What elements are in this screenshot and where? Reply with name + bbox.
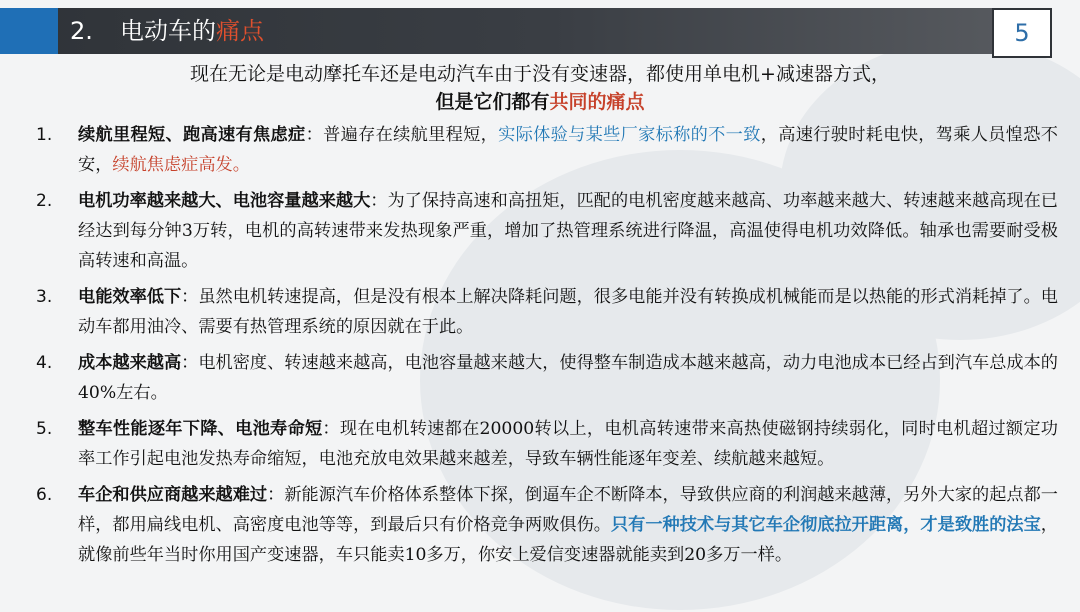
list-item [0, 480, 1080, 570]
item-text [78, 348, 1058, 408]
item-highlight: 续航焦虑症高发。 [112, 155, 250, 175]
item-lead: 续航里程短、跑高速有焦虑症 [78, 125, 306, 145]
item-body: ：电机密度、转速越来越高，电池容量越来越大，使得整车制造成本越来越高，动力电池成本已经占到汽车总成本的40%左右。 [78, 353, 1058, 403]
item-body: ，就像前些年当时你用国产变速器，车只能卖10多万，你安上爱信变速器就能卖到20多万一样。 [78, 515, 1058, 565]
item-body: ：虽然电机转速提高，但是没有根本上解决降耗问题，很多电能并没有转换成机械能而是以热能的形式消耗掉了。电动车都用油冷、需要有热管理系统的原因就在于此。 [78, 287, 1058, 337]
item-text [78, 120, 1058, 180]
page-number: 5 [992, 8, 1052, 58]
item-text [78, 480, 1058, 570]
item-lead: 整车性能逐年下降、电池寿命短 [78, 419, 323, 439]
item-highlight: 实际体验与某些厂家标称的不一致 [498, 125, 761, 145]
item-body: ，高速行驶时耗电快，驾乘人员惶恐不安， [78, 125, 1058, 175]
intro-highlight: 共同的痛点 [549, 91, 645, 113]
item-lead: 电机功率越来越大、电池容量越来越大 [78, 191, 371, 211]
page-title [120, 12, 264, 50]
list-item [0, 414, 1080, 474]
item-body: ：为了保持高速和高扭矩，匹配的电机密度越来越高、功率越来越大、转速越来越高现在已经达到每分钟3万转，电机的高转速带来发热现象严重，增加了热管理系统进行降温，高温使得电机功效降低。轴承也需要耐受极高转速和高温。 [78, 191, 1058, 271]
item-number: 4. [36, 353, 53, 373]
intro-line-emphasis [0, 88, 1080, 116]
item-number: 5. [36, 419, 53, 439]
title-text: 电动车的 [120, 17, 216, 45]
title-highlight: 痛点 [216, 17, 264, 45]
item-text [78, 414, 1058, 474]
intro-prefix: 但是它们都有 [435, 91, 550, 113]
item-highlight: 只有一种技术与其它车企彻底拉开距离，才是致胜的法宝 [610, 515, 1041, 535]
item-number: 6. [36, 485, 53, 505]
section-number: 2. [70, 17, 93, 45]
item-lead: 车企和供应商越来越难过 [78, 485, 268, 505]
intro-line: 现在无论是电动摩托车还是电动汽车由于没有变速器，都使用单电机+减速器方式， [190, 63, 890, 85]
list-item [0, 120, 1080, 180]
item-body: ：现在电机转速都在20000转以上，电机高转速带来高热使磁钢持续弱化，同时电机超过额定功率工作引起电池发热寿命缩短，电池充放电效果越来越差，导致车辆性能逐年变差、续航越来越短。 [78, 419, 1058, 469]
item-lead: 成本越来越高 [78, 353, 182, 373]
item-number: 1. [36, 125, 53, 145]
item-body: ：普遍存在续航里程短， [305, 125, 499, 145]
item-lead: 电能效率低下 [78, 287, 182, 307]
pain-point-list [0, 120, 1080, 576]
item-number: 2. [36, 191, 53, 211]
item-body: ：新能源汽车价格体系整体下探，倒逼车企不断降本，导致供应商的利润越来越薄，另外大家的起点都一样，都用扁线电机、高密度电池等等，到最后只有价格竞争两败俱伤。 [78, 485, 1058, 535]
item-text [78, 186, 1058, 276]
list-item [0, 348, 1080, 408]
item-number: 3. [36, 287, 53, 307]
item-text [78, 282, 1058, 342]
list-item [0, 186, 1080, 276]
header-accent [0, 8, 58, 54]
list-item [0, 282, 1080, 342]
